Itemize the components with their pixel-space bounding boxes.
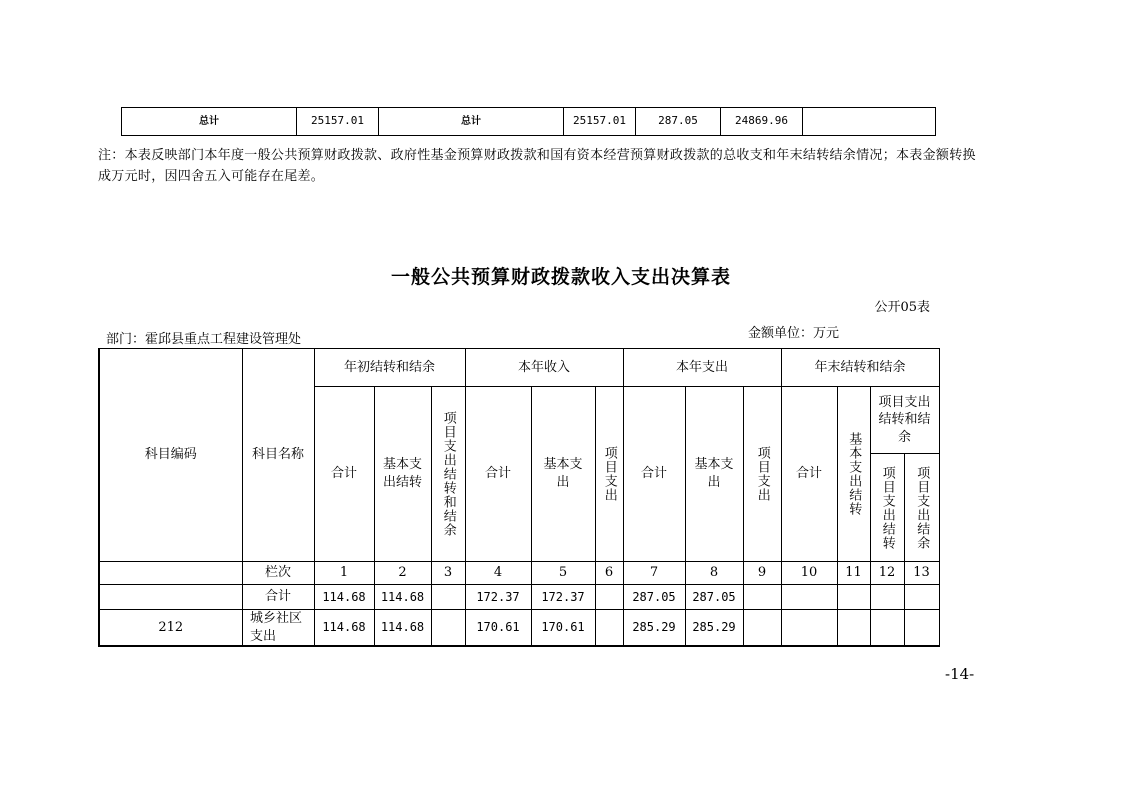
header-subject-code: 科目编码: [99, 349, 242, 562]
header-g4-total: 合计: [781, 387, 837, 562]
header-g4-project-balance: [904, 454, 939, 562]
header-ending-balance: 年末结转和结余: [781, 349, 939, 387]
cell: 170.61: [465, 610, 531, 647]
table-note: 注：本表反映部门本年度一般公共预算财政拨款、政府性基金预算财政拨款和国有资本经营预算财政拨款的总收支和年末结转结余情况；本表金额转换成万元时，因四舍五入可能存在尾差。: [98, 148, 976, 184]
summary-value-7: [803, 108, 936, 136]
cell: 172.37: [531, 585, 595, 610]
header-beginning-balance: 年初结转和结余: [314, 349, 465, 387]
column-number: 7: [623, 562, 685, 585]
header-g3-project: [743, 387, 781, 562]
cell: 172.37: [465, 585, 531, 610]
summary-value-5: 287.05: [636, 108, 721, 136]
column-number: 4: [465, 562, 531, 585]
summary-value-6: 24869.96: [721, 108, 803, 136]
header-g4-project-carry: [870, 454, 904, 562]
header-g3-total: 合计: [623, 387, 685, 562]
header-g1-project-text: 项目支出结转和结余: [440, 411, 456, 537]
header-g2-total: 合计: [465, 387, 531, 562]
cell: [781, 610, 837, 647]
summary-income-value: 25157.01: [297, 108, 379, 136]
header-g2-basic: [531, 387, 595, 562]
cell: [837, 585, 870, 610]
budget-table: [98, 348, 940, 647]
header-g2-project: [595, 387, 623, 562]
header-g3-basic-text: 基本支出: [694, 457, 734, 490]
column-number: 2: [374, 562, 431, 585]
header-g4-basic: [837, 387, 870, 562]
cell: 114.68: [314, 610, 374, 647]
column-number: 12: [870, 562, 904, 585]
column-number: 8: [685, 562, 743, 585]
summary-row: [122, 108, 936, 136]
header-subject-name: 科目名称: [242, 349, 314, 562]
cell: [781, 585, 837, 610]
column-number: 10: [781, 562, 837, 585]
header-g4-project-balance-text: 项目支出结余: [914, 465, 930, 550]
header-g2-project-text: 项目支出: [601, 446, 617, 502]
cell: [870, 610, 904, 647]
row-name: 合计: [242, 585, 314, 610]
cell: [837, 610, 870, 647]
column-number: 6: [595, 562, 623, 585]
row-name: [242, 610, 314, 647]
header-g4-project-carry-text: 项目支出结转: [879, 465, 895, 550]
column-number-code: [99, 562, 242, 585]
cell: [870, 585, 904, 610]
cell: 287.05: [623, 585, 685, 610]
cell: 114.68: [374, 610, 431, 647]
table-row: [99, 610, 939, 647]
summary-label-expense: 总计: [379, 108, 564, 136]
header-g1-total: 合计: [314, 387, 374, 562]
cell: [743, 610, 781, 647]
column-number: 1: [314, 562, 374, 585]
header-g4-project: [870, 387, 939, 454]
header-g3-project-text: 项目支出: [754, 446, 770, 502]
header-g1-basic-text: 基本支出结转: [382, 457, 422, 490]
column-number: 3: [431, 562, 465, 585]
row-code: [99, 585, 242, 610]
summary-label-income: 总计: [122, 108, 297, 136]
header-current-income: 本年收入: [465, 349, 623, 387]
cell: [595, 585, 623, 610]
amount-unit: 金额单位：万元: [748, 326, 840, 341]
header-g4-project-text: 项目支出结转和结余: [878, 394, 931, 445]
column-number: 11: [837, 562, 870, 585]
summary-table: [121, 107, 936, 136]
header-current-expenditure: 本年支出: [623, 349, 781, 387]
page-number: -14-: [945, 665, 975, 683]
department-label: 部门：霍邱县重点工程建设管理处: [106, 332, 302, 347]
header-g1-basic: [374, 387, 431, 562]
cell: [904, 610, 939, 647]
row-code: 212: [99, 610, 242, 647]
header-row-1: [99, 349, 939, 387]
cell: [595, 610, 623, 647]
column-number: 9: [743, 562, 781, 585]
cell: [904, 585, 939, 610]
cell: 114.68: [374, 585, 431, 610]
page-title: 一般公共预算财政拨款收入支出决算表: [390, 266, 731, 288]
cell: 285.29: [623, 610, 685, 647]
table-row: [99, 585, 939, 610]
row-name-text: 城乡社区支出: [250, 611, 303, 644]
cell: 114.68: [314, 585, 374, 610]
cell: [743, 585, 781, 610]
cell: [431, 610, 465, 647]
cell: 287.05: [685, 585, 743, 610]
column-number: 13: [904, 562, 939, 585]
header-g1-project: [431, 387, 465, 562]
cell: 170.61: [531, 610, 595, 647]
form-code: 公开05表: [874, 300, 930, 315]
header-g3-basic: [685, 387, 743, 562]
column-number: 5: [531, 562, 595, 585]
column-number-row: [99, 562, 939, 585]
cell: [431, 585, 465, 610]
column-number-label: 栏次: [242, 562, 314, 585]
header-g2-basic-text: 基本支出: [543, 457, 583, 490]
cell: 285.29: [685, 610, 743, 647]
header-g4-basic-text: 基本支出结转: [846, 432, 862, 516]
summary-expense-value: 25157.01: [564, 108, 636, 136]
